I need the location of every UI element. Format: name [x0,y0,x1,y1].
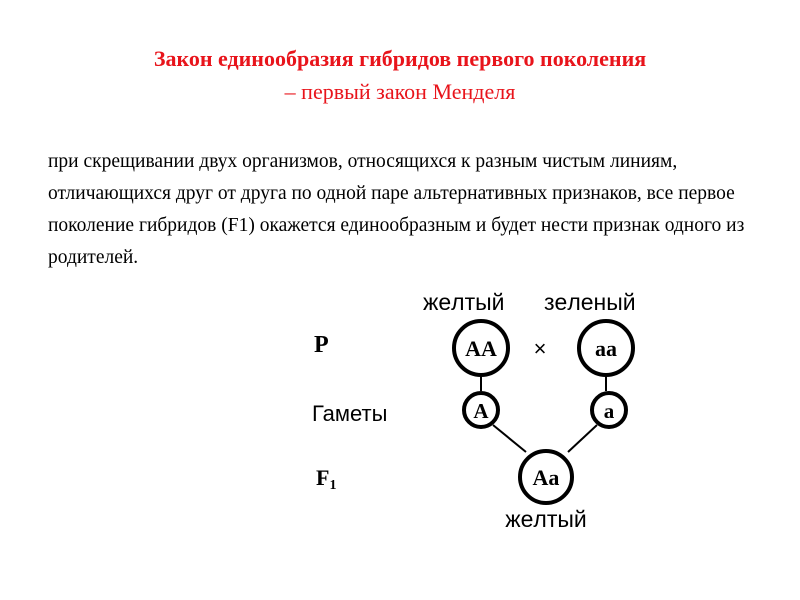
parent-left-node [454,321,508,375]
parent-left-genotype: AA [465,336,497,361]
parent-left-phenotype: жeлтый [423,289,505,315]
gamete-left-node [464,393,498,427]
parent-right-node [579,321,633,375]
mendel-cross-diagram [300,282,680,542]
offspring-phenotype: жeлтый [505,506,587,532]
gamete-left-label: A [473,399,489,423]
cross-sign: × [533,336,547,361]
gamete-right-label: a [603,399,615,423]
row-label-gametes: Гаметы [312,401,388,426]
connector-gamete-left-offspring [493,425,526,452]
title-line-2: – первый закон Менделя [284,79,516,104]
parent-right-phenotype: зeлeный [544,289,636,315]
f1-subscript: 1 [329,478,337,493]
f1-letter: F [316,465,330,490]
gamete-right-node [592,393,626,427]
title-line-1: Закон единообразия гибридов первого поколения [153,46,647,71]
offspring-genotype: Aa [532,465,560,490]
row-label-f1 [316,465,336,493]
parent-right-genotype: aa [595,336,617,361]
slide-title [40,42,760,108]
row-label-parents: P [314,332,329,358]
offspring-node [520,451,572,503]
law-definition-text: при скрещивании двух организмов, относящихся к разным чистым линиям, отличающихся друг от друга по одной паре альтернативных признаков, все первое поколение гибридов (F1) окажется единообразным и будет нести признак одного из родителей. [48,151,745,268]
connector-gamete-right-offspring [568,425,597,452]
